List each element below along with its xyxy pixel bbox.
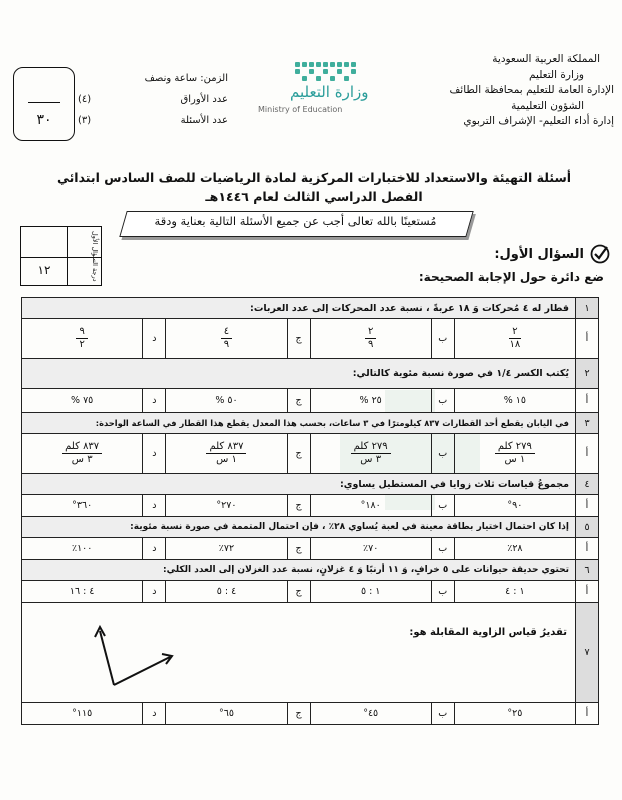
question-text: قطار له ٤ مُحركات وَ ١٨ عربةً ، نسبة عدد المحركات إلى عدد العربات: xyxy=(22,298,576,319)
option-b[interactable]: ٢٥ % xyxy=(310,389,431,413)
question-row xyxy=(22,560,599,581)
grade-value: ١٢ xyxy=(37,263,51,277)
option-letter: د xyxy=(143,703,166,725)
section-instruction: ضع دائرة حول الإجابة الصحيحة: xyxy=(418,270,604,284)
question-number: ٢ xyxy=(576,359,599,389)
options-row xyxy=(22,703,599,725)
question-row xyxy=(22,603,599,703)
numerator: ٢ xyxy=(365,326,376,339)
denominator: ٩ xyxy=(367,339,374,350)
options-row xyxy=(22,538,599,560)
header-line: المملكة العربية السعودية xyxy=(492,53,600,65)
option-letter: أ xyxy=(576,434,599,474)
question-number: ٦ xyxy=(576,560,599,581)
option-a[interactable] xyxy=(454,319,575,359)
exam-title: أسئلة التهيئة والاستعداد للاختبارات المركزية لمادة الرياضيات للصف السادس ابتدائي xyxy=(56,170,572,185)
option-c[interactable]: ٦٥° xyxy=(166,703,287,725)
score-total: ٣٠ xyxy=(36,112,52,128)
option-a[interactable]: ٢٥° xyxy=(454,703,575,725)
option-b[interactable]: ٤٥° xyxy=(310,703,431,725)
option-letter: ج xyxy=(287,319,310,359)
ministry-logo-icon xyxy=(250,60,380,120)
header-line: إدارة أداء التعليم- الإشراف التربوي xyxy=(463,115,614,127)
option-letter: ج xyxy=(287,703,310,725)
check-circle-icon xyxy=(590,244,610,264)
time-label: الزمن: ساعة ونصف xyxy=(144,73,228,84)
option-c[interactable]: ٤ : ٥ xyxy=(166,581,287,603)
numerator: ٩ xyxy=(76,326,87,339)
numerator: ٢٧٩ كلم xyxy=(495,441,535,454)
option-d[interactable]: ٧٥ % xyxy=(22,389,143,413)
question-row xyxy=(22,298,599,319)
denominator: ١ س xyxy=(504,454,526,465)
pages-label: عدد الأوراق xyxy=(180,94,228,105)
question-text: في اليابان يقطع أحد القطارات ٨٣٧ كيلومترًا في ٣ ساعات، بحسب هذا المعدل يقطع هذا القطار في الساعة الواحدة: xyxy=(22,413,576,434)
option-c[interactable]: ٧٢٪ xyxy=(166,538,287,560)
option-d[interactable]: ١٠٠٪ xyxy=(22,538,143,560)
questions-value: (٣) xyxy=(78,115,92,126)
option-d[interactable] xyxy=(22,434,143,474)
question-text: إذا كان احتمال اختيار بطاقة معينة في لعبة يُساوي ٢٨٪ ، فإن احتمال المتممة في صورة نسبة مئوية: xyxy=(22,517,576,538)
option-letter: أ xyxy=(576,495,599,517)
option-letter: أ xyxy=(576,389,599,413)
question-number: ٤ xyxy=(576,474,599,495)
questions-label: عدد الأسئلة xyxy=(180,115,228,126)
denominator: ٩ xyxy=(223,339,230,350)
numerator: ٨٣٧ كلم xyxy=(206,441,246,454)
exam-info xyxy=(78,68,228,131)
question-text: تقديرُ قياس الزاوية المقابلة هو: xyxy=(409,627,567,638)
options-row xyxy=(22,389,599,413)
question-number: ٧ xyxy=(576,603,599,703)
instruction-banner-text: مُستعينًا بالله تعالى أجب عن جميع الأسئلة التالية بعناية ودقة xyxy=(154,214,437,228)
option-letter: أ xyxy=(576,538,599,560)
option-letter: ب xyxy=(431,434,454,474)
question-cell xyxy=(22,603,576,703)
question-row xyxy=(22,413,599,434)
angle-figure-icon xyxy=(92,613,182,693)
denominator: ١٨ xyxy=(509,339,521,350)
question-row xyxy=(22,359,599,389)
numerator: ٨٣٧ كلم xyxy=(62,441,102,454)
option-letter: ب xyxy=(431,495,454,517)
option-c[interactable]: ٥٠ % xyxy=(166,389,287,413)
option-letter: ج xyxy=(287,434,310,474)
option-b[interactable] xyxy=(310,434,431,474)
option-a[interactable]: ١ : ٤ xyxy=(454,581,575,603)
option-b[interactable]: ١٨٠° xyxy=(310,495,431,517)
option-letter: د xyxy=(143,434,166,474)
option-b[interactable]: ١ : ٥ xyxy=(310,581,431,603)
section-title: السؤال الأول: xyxy=(494,247,584,262)
numerator: ٤ xyxy=(221,326,232,339)
option-c[interactable] xyxy=(166,319,287,359)
exam-subtitle: الفصل الدراسي الثالث لعام ١٤٤٦هـ xyxy=(205,189,423,204)
option-letter: أ xyxy=(576,703,599,725)
option-letter: د xyxy=(143,581,166,603)
option-letter: ج xyxy=(287,538,310,560)
question-text: يُكتب الكسر ١/٤ في صورة نسبة مئوية كالتالي: xyxy=(22,359,576,389)
options-row xyxy=(22,319,599,359)
option-a[interactable]: ١٥ % xyxy=(454,389,575,413)
option-d[interactable] xyxy=(22,319,143,359)
option-letter: أ xyxy=(576,581,599,603)
option-d[interactable]: ١١٥° xyxy=(22,703,143,725)
option-letter: ج xyxy=(287,389,310,413)
numerator: ٢ xyxy=(509,326,520,339)
option-letter: ب xyxy=(431,319,454,359)
question-number: ٥ xyxy=(576,517,599,538)
option-letter: ب xyxy=(431,538,454,560)
option-a[interactable] xyxy=(454,434,575,474)
option-d[interactable]: ٤ : ١٦ xyxy=(22,581,143,603)
ministry-logo xyxy=(250,60,380,120)
option-c[interactable]: ٢٧٠° xyxy=(166,495,287,517)
option-a[interactable]: ٩٠° xyxy=(454,495,575,517)
denominator: ١ س xyxy=(216,454,237,465)
question-number: ٣ xyxy=(576,413,599,434)
option-letter: أ xyxy=(576,319,599,359)
options-row xyxy=(22,495,599,517)
denominator: ٣ س xyxy=(360,454,382,465)
option-b[interactable] xyxy=(310,319,431,359)
header-line: وزارة التعليم xyxy=(529,68,584,81)
grade-label: درجة السؤال الأول xyxy=(91,230,99,282)
option-letter: د xyxy=(143,538,166,560)
questions-table xyxy=(21,297,599,725)
total-score-box xyxy=(13,67,75,141)
option-letter: د xyxy=(143,319,166,359)
header-line: الشؤون التعليمية xyxy=(511,99,584,112)
option-b[interactable]: ٧٠٪ xyxy=(310,538,431,560)
option-letter: ب xyxy=(431,389,454,413)
numerator: ٢٧٩ كلم xyxy=(351,441,391,454)
option-letter: ب xyxy=(431,581,454,603)
option-letter: د xyxy=(143,495,166,517)
denominator: ٣ س xyxy=(71,454,93,465)
score-blank-line xyxy=(28,102,60,103)
question-text: مجموعُ قياسات ثلاث زوايا في المستطيل يساوي: xyxy=(22,474,576,495)
question-number: ١ xyxy=(576,298,599,319)
pages-value: (٤) xyxy=(78,94,92,105)
logo-english-text: Ministry of Education xyxy=(258,105,343,114)
option-d[interactable]: ٣٦٠° xyxy=(22,495,143,517)
question-row xyxy=(22,517,599,538)
options-row xyxy=(22,581,599,603)
option-letter: ج xyxy=(287,581,310,603)
question-grade-box xyxy=(20,226,102,286)
question-row xyxy=(22,474,599,495)
denominator: ٢ xyxy=(79,339,85,350)
option-letter: ب xyxy=(431,703,454,725)
header-line: الإدارة العامة للتعليم بمحافظة الطائف xyxy=(449,84,614,96)
question-text: تحتوي حديقة حيوانات على ٥ خرافٍ، وَ ١١ أرنبًا وَ ٤ غزلانٍ، نسبة عدد الغزلان إلى العدد الكلي: xyxy=(22,560,576,581)
option-letter: ج xyxy=(287,495,310,517)
option-letter: د xyxy=(143,389,166,413)
logo-arabic-text: وزارة التعليم xyxy=(290,83,369,101)
option-a[interactable]: ٢٨٪ xyxy=(454,538,575,560)
ministry-header xyxy=(409,52,614,130)
option-c[interactable] xyxy=(166,434,287,474)
options-row xyxy=(22,434,599,474)
